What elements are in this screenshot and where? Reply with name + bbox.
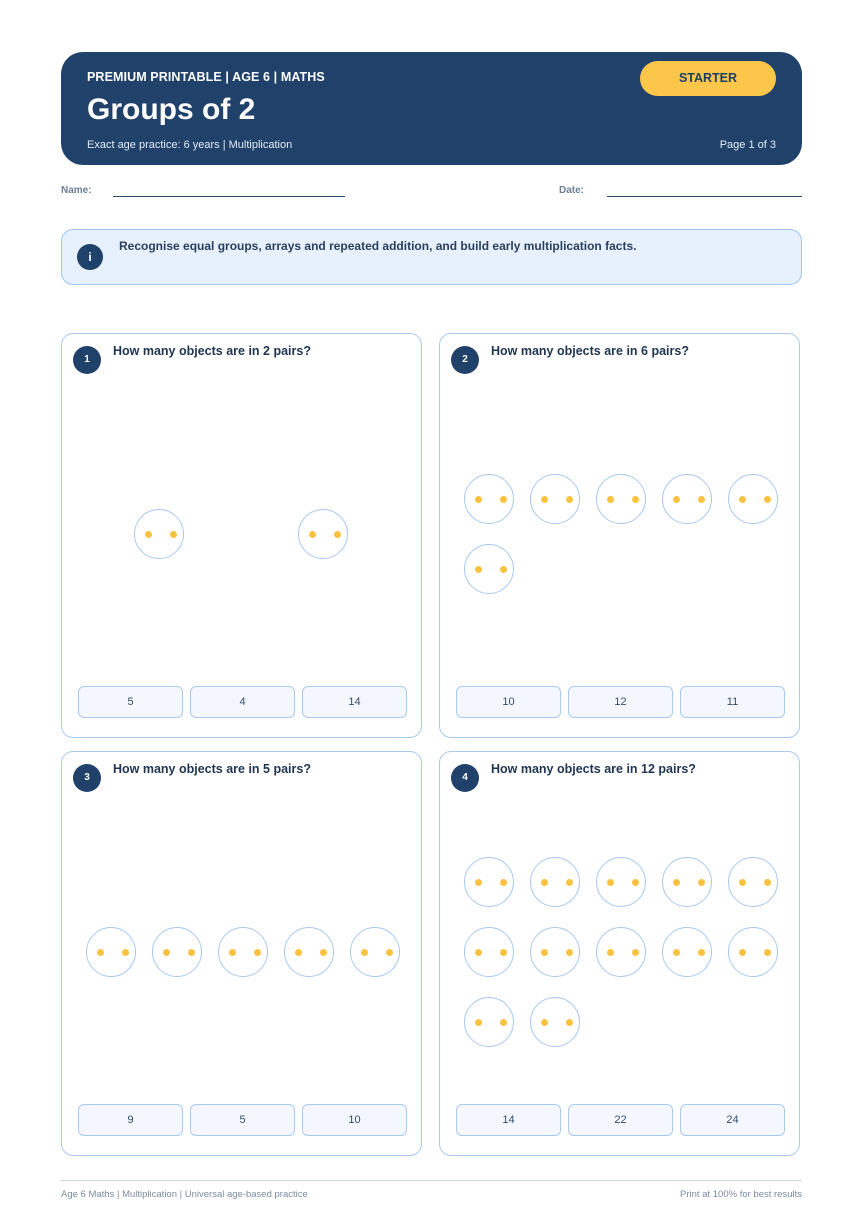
- object-dot: [188, 949, 195, 956]
- pair-circle: [152, 927, 202, 977]
- object-dot: [163, 949, 170, 956]
- object-dot: [97, 949, 104, 956]
- object-dot: [122, 949, 129, 956]
- pair-circle: [596, 474, 646, 524]
- answer-option[interactable]: 24: [680, 1104, 785, 1136]
- question-number: 3: [73, 764, 101, 792]
- pair-circle: [530, 927, 580, 977]
- object-dot: [500, 879, 507, 886]
- question-text: How many objects are in 5 pairs?: [113, 762, 311, 776]
- object-dot: [673, 949, 680, 956]
- object-dot: [500, 949, 507, 956]
- pair-circle: [728, 857, 778, 907]
- pair-circle: [530, 997, 580, 1047]
- name-label: Name:: [61, 185, 92, 196]
- object-dot: [632, 879, 639, 886]
- object-dot: [320, 949, 327, 956]
- page-number: Page 1 of 3: [719, 139, 776, 151]
- pair-circle: [464, 997, 514, 1047]
- header-kicker: PREMIUM PRINTABLE | AGE 6 | MATHS: [87, 70, 325, 84]
- header-subtitle: Exact age practice: 6 years | Multiplication: [87, 139, 293, 151]
- object-dot: [254, 949, 261, 956]
- worksheet-header: [61, 52, 802, 165]
- pair-circle: [662, 857, 712, 907]
- pair-circle: [464, 474, 514, 524]
- object-dot: [170, 531, 177, 538]
- pair-circle: [596, 927, 646, 977]
- object-dot: [739, 949, 746, 956]
- object-dot: [500, 496, 507, 503]
- object-dot: [309, 531, 316, 538]
- object-dot: [500, 1019, 507, 1026]
- answer-option[interactable]: 22: [568, 1104, 673, 1136]
- object-dot: [607, 496, 614, 503]
- instruction-box: [61, 229, 802, 285]
- footer-text: Age 6 Maths | Multiplication | Universal age-based practice: [61, 1189, 308, 1200]
- object-dot: [764, 496, 771, 503]
- question-card-1: [61, 333, 422, 738]
- object-dot: [541, 496, 548, 503]
- pair-circle: [728, 474, 778, 524]
- question-card-2: [439, 333, 800, 738]
- object-dot: [566, 496, 573, 503]
- question-number: 2: [451, 346, 479, 374]
- pair-circle: [86, 927, 136, 977]
- object-dot: [475, 879, 482, 886]
- pair-circle: [662, 927, 712, 977]
- object-dot: [607, 879, 614, 886]
- object-dot: [145, 531, 152, 538]
- answer-option[interactable]: 11: [680, 686, 785, 718]
- object-dot: [632, 496, 639, 503]
- object-dot: [673, 879, 680, 886]
- pair-circle: [284, 927, 334, 977]
- object-dot: [541, 1019, 548, 1026]
- object-dot: [500, 566, 507, 573]
- date-label: Date:: [559, 185, 585, 196]
- object-dot: [764, 879, 771, 886]
- answer-option[interactable]: 5: [78, 686, 183, 718]
- object-dot: [764, 949, 771, 956]
- answer-option[interactable]: 10: [456, 686, 561, 718]
- answer-option[interactable]: 9: [78, 1104, 183, 1136]
- object-dot: [698, 949, 705, 956]
- object-dot: [475, 1019, 482, 1026]
- pair-circle: [530, 857, 580, 907]
- pair-circle: [464, 927, 514, 977]
- object-dot: [698, 879, 705, 886]
- pair-circle: [134, 509, 184, 559]
- pair-circle: [298, 509, 348, 559]
- answer-option[interactable]: 4: [190, 686, 295, 718]
- object-dot: [475, 496, 482, 503]
- pair-circle: [218, 927, 268, 977]
- object-dot: [739, 496, 746, 503]
- question-text: How many objects are in 12 pairs?: [491, 762, 696, 776]
- page-title: Groups of 2: [87, 93, 256, 126]
- answer-option[interactable]: 10: [302, 1104, 407, 1136]
- answer-option[interactable]: 14: [302, 686, 407, 718]
- info-icon: i: [77, 244, 103, 270]
- object-dot: [541, 879, 548, 886]
- level-badge: STARTER: [640, 61, 776, 96]
- object-dot: [566, 949, 573, 956]
- answer-option[interactable]: 5: [190, 1104, 295, 1136]
- print-note: Print at 100% for best results: [680, 1189, 802, 1200]
- pair-circle: [530, 474, 580, 524]
- pair-circle: [464, 544, 514, 594]
- object-dot: [475, 566, 482, 573]
- question-text: How many objects are in 2 pairs?: [113, 344, 311, 358]
- pair-circle: [464, 857, 514, 907]
- object-dot: [295, 949, 302, 956]
- question-card-4: [439, 751, 800, 1156]
- answer-option[interactable]: 12: [568, 686, 673, 718]
- object-dot: [566, 879, 573, 886]
- question-number: 1: [73, 346, 101, 374]
- object-dot: [566, 1019, 573, 1026]
- date-field[interactable]: [607, 196, 802, 197]
- question-text: How many objects are in 6 pairs?: [491, 344, 689, 358]
- object-dot: [541, 949, 548, 956]
- object-dot: [673, 496, 680, 503]
- object-dot: [334, 531, 341, 538]
- object-dot: [386, 949, 393, 956]
- answer-option[interactable]: 14: [456, 1104, 561, 1136]
- question-card-3: [61, 751, 422, 1156]
- object-dot: [739, 879, 746, 886]
- object-dot: [475, 949, 482, 956]
- object-dot: [698, 496, 705, 503]
- pair-circle: [728, 927, 778, 977]
- question-number: 4: [451, 764, 479, 792]
- pair-circle: [662, 474, 712, 524]
- footer-divider: [61, 1180, 802, 1181]
- pair-circle: [350, 927, 400, 977]
- object-dot: [607, 949, 614, 956]
- object-dot: [632, 949, 639, 956]
- instruction-text: Recognise equal groups, arrays and repeated addition, and build early multiplication facts.: [119, 239, 637, 253]
- object-dot: [229, 949, 236, 956]
- object-dot: [361, 949, 368, 956]
- pair-circle: [596, 857, 646, 907]
- name-field[interactable]: [113, 196, 345, 197]
